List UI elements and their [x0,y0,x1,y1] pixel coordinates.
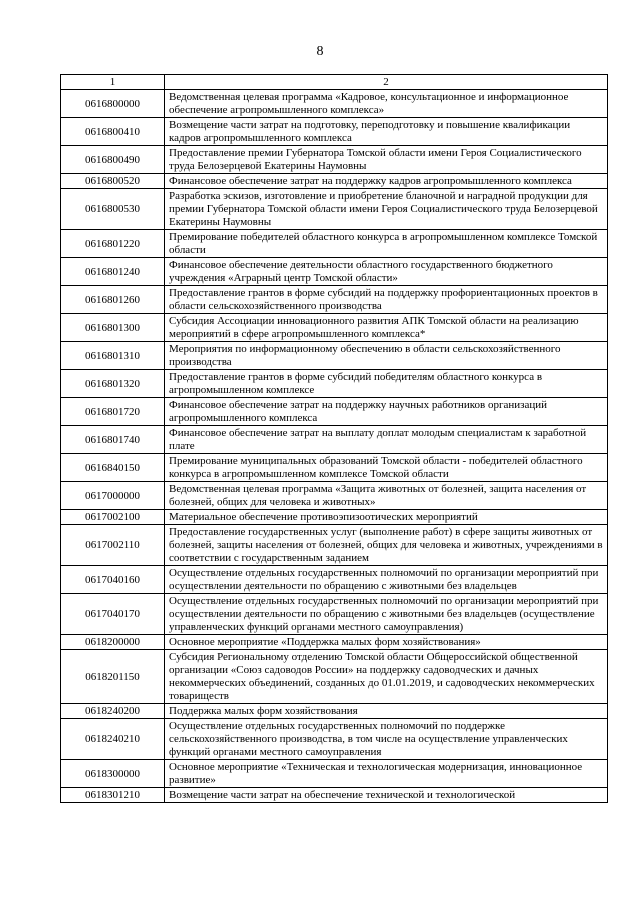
table-row [61,510,608,525]
row-name: Осуществление отдельных государственных полномочий по организации мероприятий при осуществлении деятельности по обращению с животными без владельцев [165,566,608,594]
row-code: 0616800410 [61,118,165,146]
row-name: Премирование муниципальных образований Томской области - победителей областного конкурса в агропромышленном комплексе Томской области [165,454,608,482]
table-row [61,525,608,566]
table-row [61,398,608,426]
table-row [61,594,608,635]
row-name: Основное мероприятие «Поддержка малых форм хозяйствования» [165,635,608,650]
row-name: Осуществление отдельных государственных полномочий по организации мероприятий при осуществлении деятельности по обращению с животными без владельцев (осуществление управленческих функций органами местного самоуправления) [165,594,608,635]
row-code: 0617000000 [61,482,165,510]
table-row [61,482,608,510]
row-name: Осуществление отдельных государственных полномочий по поддержке сельскохозяйственного производства, в том числе на осуществление управленческих функций органами местного самоуправления [165,719,608,760]
row-code: 0618201150 [61,650,165,704]
table-row [61,189,608,230]
table-row [61,314,608,342]
row-code: 0616801300 [61,314,165,342]
row-code: 0616800520 [61,174,165,189]
row-name: Субсидия Региональному отделению Томской области Общероссийской общественной организации «Союз садоводов России» на поддержку садоводческих и дачных некоммерческих объединений, созданных до 01.01.2019, и садоводческих некоммерческих товариществ [165,650,608,704]
table-row [61,90,608,118]
row-code: 0616800000 [61,90,165,118]
table-row [61,760,608,788]
row-code: 0616801260 [61,286,165,314]
table-row [61,719,608,760]
row-name: Предоставление премии Губернатора Томской области имени Героя Социалистического труда Белозерцевой Екатерины Наумовны [165,146,608,174]
row-name: Финансовое обеспечение деятельности областного государственного бюджетного учреждения «Аграрный центр Томской области» [165,258,608,286]
column-header-code: 1 [61,75,165,90]
table-row [61,146,608,174]
row-name: Материальное обеспечение противоэпизоотических мероприятий [165,510,608,525]
row-name: Премирование победителей областного конкурса в агропромышленном комплексе Томской области [165,230,608,258]
table-row [61,650,608,704]
row-code: 0616801310 [61,342,165,370]
row-code: 0618240200 [61,704,165,719]
row-code: 0618301210 [61,788,165,803]
row-code: 0617002100 [61,510,165,525]
row-name: Предоставление государственных услуг (выполнение работ) в сфере защиты животных от болезней, защиты населения от болезней, общих для человека и животных, учреждениями в соответствии с государственным заданием [165,525,608,566]
table-row [61,635,608,650]
table-row [61,788,608,803]
row-code: 0616800530 [61,189,165,230]
table-header-row [61,75,608,90]
row-name: Финансовое обеспечение затрат на поддержку научных работников организаций агропромышленного комплекса [165,398,608,426]
table-body [61,90,608,803]
row-name: Основное мероприятие «Техническая и технологическая модернизация, инновационное развитие» [165,760,608,788]
row-name: Ведомственная целевая программа «Защита животных от болезней, защита населения от болезней, общих для человека и животных» [165,482,608,510]
row-code: 0618300000 [61,760,165,788]
table-row [61,342,608,370]
row-code: 0616801220 [61,230,165,258]
page-number: 8 [316,44,324,59]
row-code: 0616801320 [61,370,165,398]
row-code: 0616801740 [61,426,165,454]
row-name: Финансовое обеспечение затрат на поддержку кадров агропромышленного комплекса [165,174,608,189]
row-name: Предоставление грантов в форме субсидий победителям областного конкурса в агропромышленном комплексе [165,370,608,398]
row-name: Мероприятия по информационному обеспечению в области сельскохозяйственного производства [165,342,608,370]
row-name: Финансовое обеспечение затрат на выплату доплат молодым специалистам к заработной плате [165,426,608,454]
row-code: 0616801240 [61,258,165,286]
row-code: 0618240210 [61,719,165,760]
table-row [61,258,608,286]
row-name: Возмещение части затрат на обеспечение технической и технологической [165,788,608,803]
table-row [61,426,608,454]
row-code: 0617040160 [61,566,165,594]
row-name: Ведомственная целевая программа «Кадровое, консультационное и информационное обеспечение агропромышленного комплекса» [165,90,608,118]
row-code: 0618200000 [61,635,165,650]
table-row [61,174,608,189]
table-row [61,286,608,314]
row-name: Поддержка малых форм хозяйствования [165,704,608,719]
row-code: 0616840150 [61,454,165,482]
row-name: Разработка эскизов, изготовление и приобретение бланочной и наградной продукции для премии Губернатора Томской области имени Героя Социалистического труда Белозерцевой Екатерины Наумовны [165,189,608,230]
table-row [61,704,608,719]
row-code: 0617002110 [61,525,165,566]
budget-classification-table [60,74,608,803]
table-row [61,118,608,146]
table-row [61,230,608,258]
row-name: Возмещение части затрат на подготовку, переподготовку и повышение квалификации кадров агропромышленного комплекса [165,118,608,146]
column-header-name: 2 [165,75,608,90]
row-code: 0616800490 [61,146,165,174]
row-name: Субсидия Ассоциации инновационного развития АПК Томской области на реализацию мероприятий в сфере агропромышленного комплекса* [165,314,608,342]
table-row [61,370,608,398]
row-code: 0616801720 [61,398,165,426]
row-name: Предоставление грантов в форме субсидий на поддержку профориентационных проектов в области сельскохозяйственного производства [165,286,608,314]
table-row [61,566,608,594]
row-code: 0617040170 [61,594,165,635]
table-row [61,454,608,482]
